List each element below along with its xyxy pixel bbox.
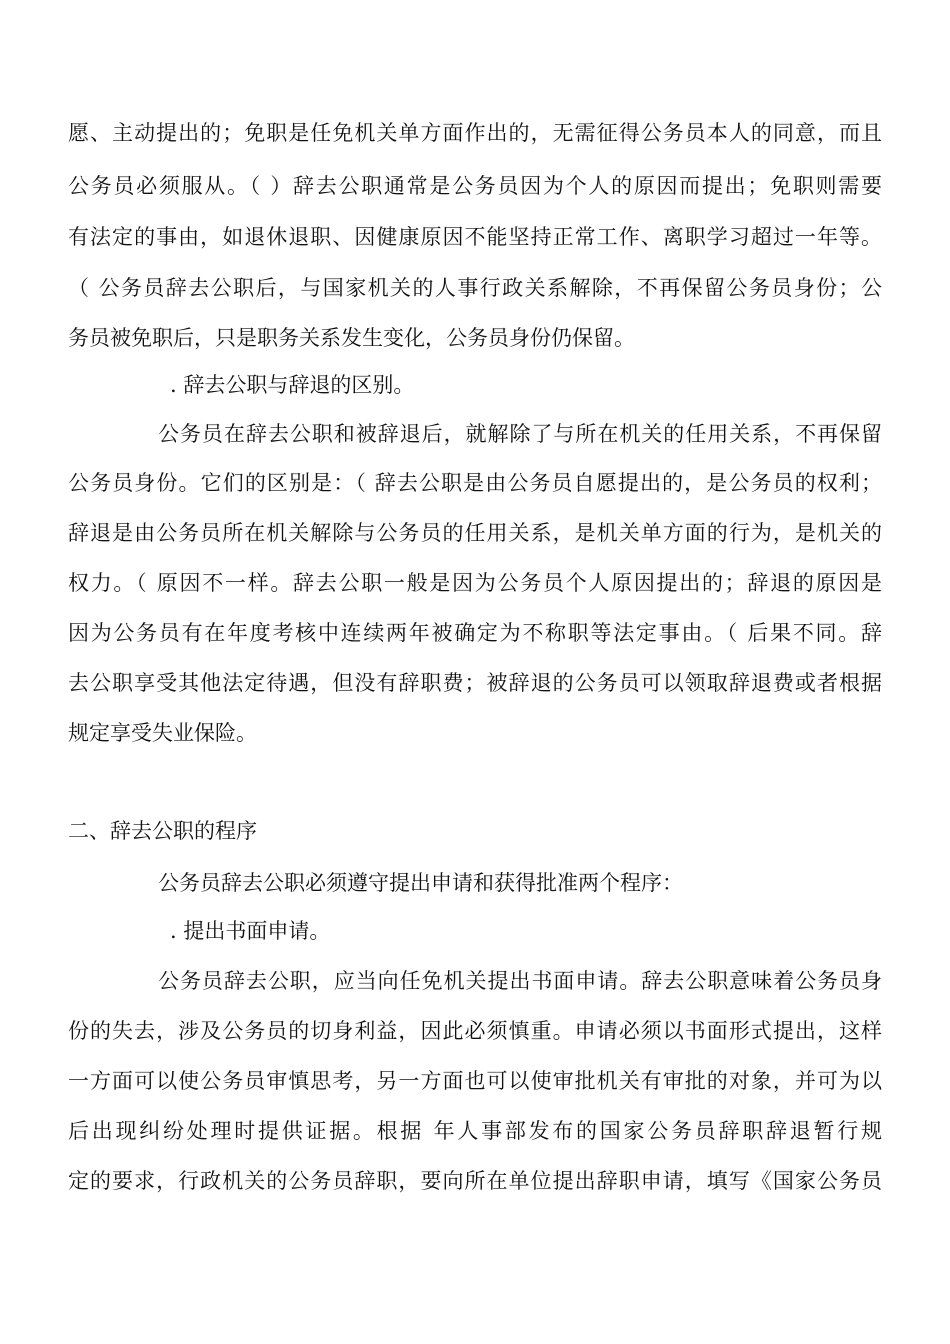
paragraph-3: 公务员辞去公职必须遵守提出申请和获得批准两个程序： bbox=[158, 871, 683, 895]
paragraph-1-line-2: 公务员必须服从。（ ）辞去公职通常是公务员因为个人的原因而提出；免职则需要 bbox=[68, 174, 882, 198]
paragraph-4-line-2: 份的失去，涉及公务员的切身利益，因此必须慎重。申请必须以书面形式提出，这样 bbox=[68, 1019, 882, 1043]
paragraph-4-line-5: 定的要求，行政机关的公务员辞职，要向所在单位提出辞职申请，填写《国家公务员 bbox=[68, 1169, 882, 1193]
subheading-distinction: . 辞去公职与辞退的区别。 bbox=[170, 373, 415, 397]
paragraph-2-line-2: 公务员身份。它们的区别是：（ 辞去公职是由公务员自愿提出的，是公务员的权利； bbox=[68, 471, 882, 495]
paragraph-2-line-3: 辞退是由公务员所在机关解除与公务员的任用关系，是机关单方面的行为，是机关的 bbox=[68, 521, 882, 545]
paragraph-4-line-4: 后出现纠纷处理时提供证据。根据 年人事部发布的国家公务员辞职辞退暂行规 bbox=[68, 1119, 882, 1143]
paragraph-4-line-3: 一方面可以使公务员审慎思考，另一方面也可以使审批机关有审批的对象，并可为以 bbox=[68, 1069, 882, 1093]
paragraph-2-line-7: 规定享受失业保险。 bbox=[68, 721, 257, 745]
paragraph-1-line-3: 有法定的事由，如退休退职、因健康原因不能坚持正常工作、离职学习超过一年等。 bbox=[68, 225, 882, 249]
paragraph-2-line-1: 公务员在辞去公职和被辞退后，就解除了与所在机关的任用关系，不再保留 bbox=[158, 422, 882, 446]
paragraph-4-line-1: 公务员辞去公职，应当向任免机关提出书面申请。辞去公职意味着公务员身 bbox=[158, 969, 882, 993]
paragraph-1-line-4: （ 公务员辞去公职后，与国家机关的人事行政关系解除，不再保留公务员身份；公 bbox=[68, 276, 882, 300]
paragraph-2-line-6: 去公职享受其他法定待遇，但没有辞职费；被辞退的公务员可以领取辞退费或者根据 bbox=[68, 671, 882, 695]
paragraph-1-line-1: 愿、主动提出的；免职是任免机关单方面作出的，无需征得公务员本人的同意，而且 bbox=[68, 121, 882, 145]
section-heading: 二、辞去公职的程序 bbox=[68, 819, 257, 843]
paragraph-1-line-5: 务员被免职后，只是职务关系发生变化，公务员身份仍保留。 bbox=[68, 326, 635, 350]
subheading-written-application: . 提出书面申请。 bbox=[170, 919, 331, 943]
paragraph-2-line-5: 因为公务员有在年度考核中连续两年被确定为不称职等法定事由。（ 后果不同。辞 bbox=[68, 621, 882, 645]
paragraph-2-line-4: 权力。（ 原因不一样。辞去公职一般是因为公务员个人原因提出的；辞退的原因是 bbox=[68, 571, 882, 595]
